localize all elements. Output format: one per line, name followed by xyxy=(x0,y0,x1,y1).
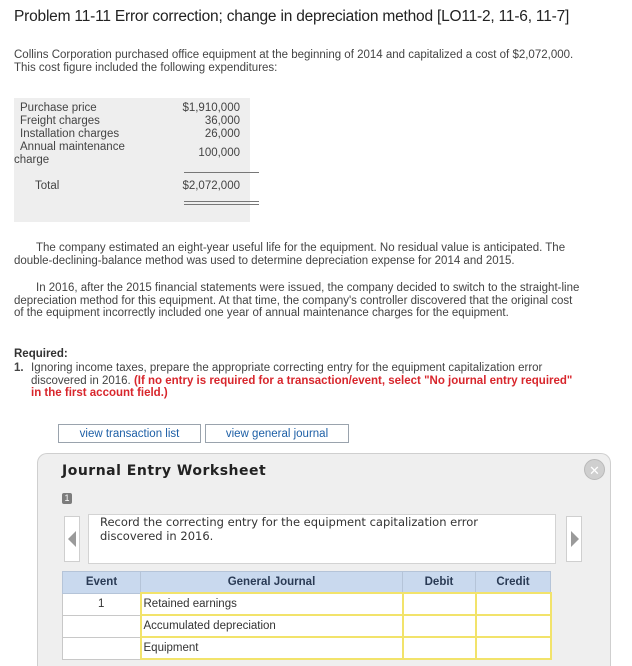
debit-input[interactable] xyxy=(403,615,476,637)
paragraph: In 2016, after the 2015 financial statements were issued, the company decided to switch to the straight-line depreciation method for this equipment. At that time, the company's controller discovered that the original cost of the equipment incorrectly included one year of annual maintenance charges for the equipment. xyxy=(14,282,580,320)
table-row xyxy=(63,637,551,659)
account-select[interactable]: Accumulated depreciation xyxy=(141,615,403,637)
requirement-note: (If no entry is required for a transaction/event, select "No journal entry required" in the first account field.) xyxy=(31,374,573,400)
debit-input[interactable] xyxy=(403,637,476,659)
instruction-box: Record the correcting entry for the equipment capitalization error discovered in 2016. xyxy=(88,514,556,564)
credit-input[interactable] xyxy=(476,615,551,637)
account-select[interactable]: Equipment xyxy=(141,637,403,659)
credit-input[interactable] xyxy=(476,637,551,659)
table-row xyxy=(63,615,551,637)
total-rule xyxy=(184,201,259,202)
step-badge: 1 xyxy=(62,493,72,504)
debit-input[interactable] xyxy=(403,593,476,615)
next-arrow-icon[interactable] xyxy=(566,516,582,562)
cost-label: Annual maintenance xyxy=(20,141,125,153)
credit-input[interactable] xyxy=(476,593,551,615)
column-header-debit: Debit xyxy=(403,572,476,594)
total-label: Total xyxy=(35,180,60,192)
required-heading: Required: xyxy=(14,348,68,360)
cost-label: charge xyxy=(14,154,50,166)
requirement-text: Ignoring income taxes, prepare the appropriate correcting entry for the equipment capitalization error discovered in 2016. xyxy=(31,362,543,387)
requirement-number: 1. xyxy=(14,362,24,374)
close-icon[interactable]: ✕ xyxy=(584,459,605,480)
column-header-general-journal: General Journal xyxy=(141,572,403,594)
event-cell: 1 xyxy=(63,593,141,615)
cost-label: Purchase price xyxy=(20,102,97,114)
subtotal-rule xyxy=(184,172,259,173)
view-general-journal-button[interactable]: view general journal xyxy=(205,424,349,443)
column-header-event: Event xyxy=(63,572,141,594)
page-title: Problem 11-11 Error correction; change in depreciation method [LO11-2, 11-6, 11-7] xyxy=(14,8,570,25)
cost-value: 100,000 xyxy=(198,147,240,159)
column-header-credit: Credit xyxy=(476,572,551,594)
requirement-1 xyxy=(14,362,574,400)
total-rule xyxy=(184,204,259,205)
cost-label: Freight charges xyxy=(20,115,100,127)
cost-value: $1,910,000 xyxy=(182,102,240,114)
intro-text: Collins Corporation purchased office equipment at the beginning of 2014 and capitalized a cost of $2,072,000. This cost figure included the following expenditures: xyxy=(14,49,574,74)
account-select[interactable]: Retained earnings xyxy=(141,593,403,615)
cost-value: 36,000 xyxy=(204,115,240,127)
event-cell xyxy=(63,637,141,659)
table-row xyxy=(63,593,551,615)
cost-table xyxy=(14,98,250,222)
worksheet-title: Journal Entry Worksheet xyxy=(62,463,267,479)
view-transaction-list-button[interactable]: view transaction list xyxy=(58,424,201,443)
cost-value: 26,000 xyxy=(204,128,240,140)
paragraph: The company estimated an eight-year useful life for the equipment. No residual value is anticipated. The double-declining-balance method was used to determine depreciation expense for 2014 and 2015. xyxy=(14,242,566,267)
event-cell xyxy=(63,615,141,637)
cost-label: Installation charges xyxy=(20,128,120,140)
total-value: $2,072,000 xyxy=(182,180,240,192)
journal-table xyxy=(62,571,552,660)
previous-arrow-icon[interactable] xyxy=(64,516,80,562)
